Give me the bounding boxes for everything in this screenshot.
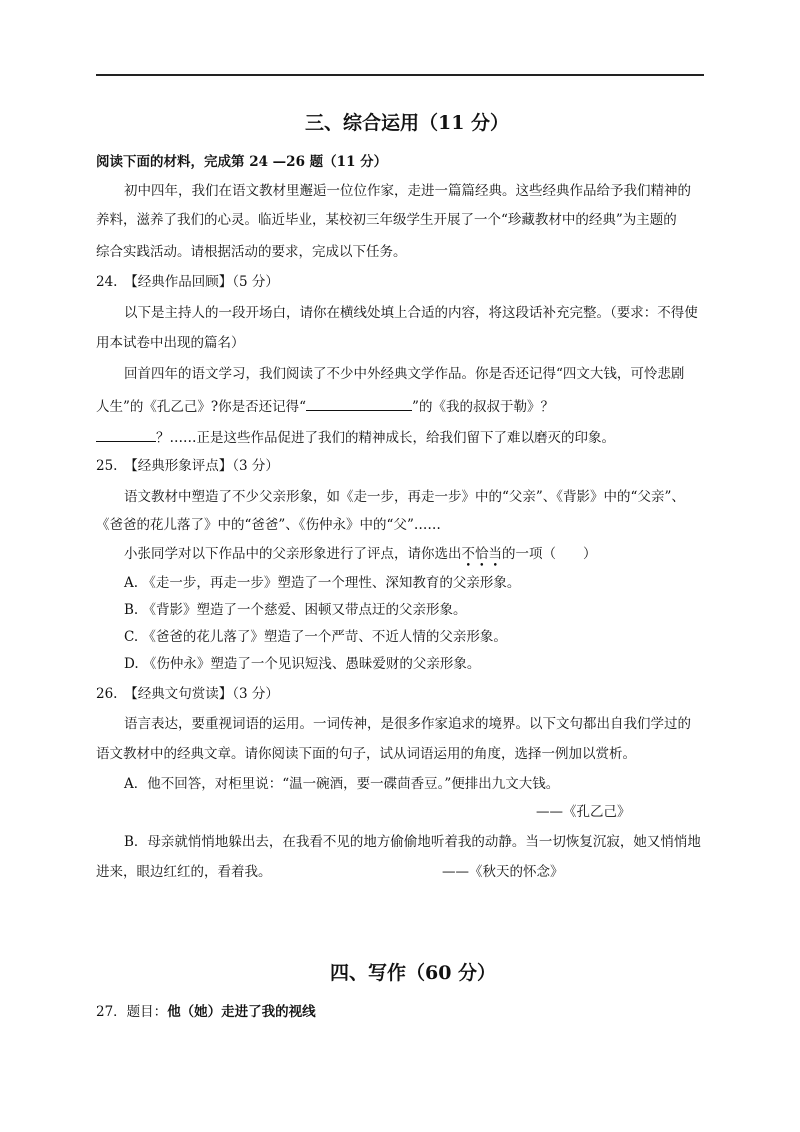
question-text-part: 人生”的《孔乙己》?你是否还记得“ — [96, 399, 307, 415]
quote-b: 进来，眼边红红的，看着我。 — [96, 864, 272, 880]
quote-b: B．母亲就悄悄地躲出去，在我看不见的地方偷偷地听着我的动静。当一切恢复沉寂，她又悄悄地 — [124, 834, 701, 850]
top-rule — [96, 74, 704, 76]
question-text — [96, 396, 554, 416]
emphasis-char: 恰 — [475, 546, 489, 562]
option-b[interactable]: B. 《背影》塑造了一个慈爱、困顿又带点迂的父亲形象。 — [124, 602, 467, 618]
quote-source: ——《秋天的怀念》 — [442, 864, 564, 880]
question-heading: 26. 【经典文句赏读】（3 分） — [96, 686, 279, 702]
option-d[interactable]: D. 《伤仲永》塑造了一个见识短浅、愚昧爱财的父亲形象。 — [124, 656, 481, 672]
quote-a: A．他不回答，对柜里说：“温一碗酒，要一碟茴香豆。”便排出九文大钱。 — [124, 776, 560, 792]
question-text: 以下是主持人的一段开场白，请你在横线处填上合适的内容，将这段话补充完整。（要求：不得使 — [124, 305, 698, 321]
option-c[interactable]: C. 《爸爸的花儿落了》塑造了一个严苛、不近人情的父亲形象。 — [124, 629, 507, 645]
instruction: 阅读下面的材料，完成第 24 —26 题（11 分） — [96, 154, 388, 170]
question-text — [96, 427, 615, 447]
question-text-part: ？……正是这些作品促进了我们的精神成长，给我们留下了难以磨灭的印象。 — [156, 430, 615, 446]
quote-source: ——《孔乙己》 — [536, 804, 631, 820]
question-heading: 25. 【经典形象评点】（3 分） — [96, 458, 279, 474]
question-text: 用本试卷中出现的篇名） — [96, 335, 245, 351]
question-text: 语言表达，要重视词语的运用。一词传神，是很多作家追求的境界。以下文句都出自我们学过的 — [124, 716, 691, 732]
option-a[interactable]: A. 《走一步，再走一步》塑造了一个理性、深知教育的父亲形象。 — [124, 575, 521, 591]
emphasis-char: 当 — [488, 546, 502, 562]
writing-prompt — [96, 1003, 316, 1021]
question-text: 《爸爸的花儿落了》中的“爸爸”、《伤仲永》中的“父”…… — [96, 517, 441, 533]
section-title: 四、写作（60 分） — [330, 962, 497, 984]
answer-blank[interactable] — [306, 396, 412, 411]
writing-prompt-label: 27．题目： — [96, 1004, 168, 1020]
question-text: 语文教材中的经典文章。请你阅读下面的句子，试从词语运用的角度，选择一例加以赏析。 — [96, 746, 636, 762]
question-prompt — [124, 545, 597, 563]
prompt-text: 的一项（ ） — [502, 546, 597, 562]
answer-blank[interactable] — [96, 427, 156, 442]
prompt-text: 小张同学对以下作品中的父亲形象进行了评点，请你选出 — [124, 546, 462, 562]
writing-title: 他（她）走进了我的视线 — [167, 1004, 316, 1020]
intro-line: 养料，滋养了我们的心灵。临近毕业，某校初三年级学生开展了一个“珍藏教材中的经典”为主题的 — [96, 212, 677, 228]
section-title: 三、综合运用（11 分） — [305, 112, 510, 134]
question-text-part: ”的《我的叔叔于勒》？ — [412, 399, 554, 415]
question-heading: 24. 【经典作品回顾】（5 分） — [96, 274, 279, 290]
intro-line: 初中四年，我们在语文教材里邂逅一位位作家，走进一篇篇经典。这些经典作品给予我们精神的 — [124, 183, 691, 199]
question-text: 语文教材中塑造了不少父亲形象，如《走一步，再走一步》中的“父亲”、《背影》中的“父亲”、 — [124, 489, 685, 505]
intro-line: 综合实践活动。请根据活动的要求，完成以下任务。 — [96, 244, 407, 260]
emphasis-char: 不 — [461, 546, 475, 562]
question-text: 回首四年的语文学习，我们阅读了不少中外经典文学作品。你是否还记得“四文大钱，可怜悲剧 — [124, 366, 685, 382]
